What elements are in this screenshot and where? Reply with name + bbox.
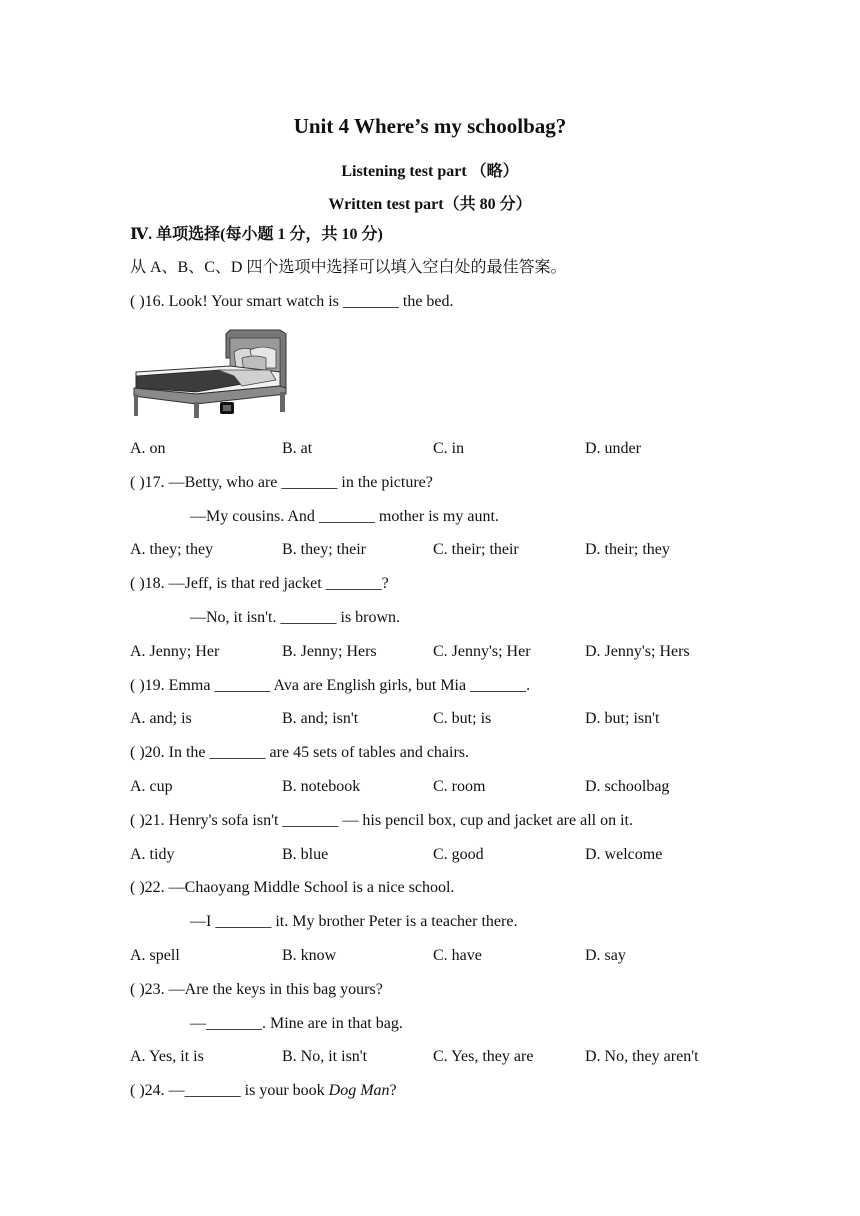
- q17-option-a: A. they; they: [130, 541, 214, 558]
- q19-option-a: A. and; is: [130, 710, 192, 727]
- q21-option-b: B. blue: [282, 846, 329, 863]
- q21-option-d: D. welcome: [585, 846, 663, 863]
- instruction-text: 从 A、B、C、D 四个选项中选择可以填入空白处的最佳答案。: [130, 259, 567, 276]
- q18-option-a: A. Jenny; Her: [130, 643, 220, 660]
- question-23-stem: ( )23. —Are the keys in this bag yours?: [130, 981, 383, 998]
- q18-option-d: D. Jenny's; Hers: [585, 643, 690, 660]
- q23-option-b: B. No, it isn't: [282, 1048, 368, 1065]
- q17-option-d: D. their; they: [585, 541, 670, 558]
- q20-option-c: C. room: [433, 778, 486, 795]
- q22-option-b: B. know: [282, 947, 337, 964]
- q22-option-d: D. say: [585, 947, 626, 964]
- book-title: Dog Man: [328, 1082, 390, 1099]
- question-21-stem: ( )21. Henry's sofa isn't _______ — his pencil box, cup and jacket are all on it.: [130, 812, 633, 829]
- q23-option-d: D. No, they aren't: [585, 1048, 699, 1065]
- section-heading: Ⅳ. 单项选择(每小题 1 分，共 10 分): [130, 226, 383, 243]
- question-18-reply: —No, it isn't. _______ is brown.: [190, 609, 400, 626]
- listening-subtitle: Listening test part （略）: [341, 163, 519, 180]
- question-19-stem: ( )19. Emma _______ Ava are English girls, but Mia _______.: [130, 677, 531, 694]
- question-18-stem: ( )18. —Jeff, is that red jacket _______?: [130, 575, 389, 592]
- q20-option-d: D. schoolbag: [585, 778, 670, 795]
- q17-option-c: C. their; their: [433, 541, 519, 558]
- q20-option-b: B. notebook: [282, 778, 361, 795]
- q16-option-b: B. at: [282, 440, 313, 457]
- written-subtitle: Written test part（共 80 分）: [328, 196, 532, 213]
- q21-option-c: C. good: [433, 846, 484, 863]
- question-24-stem-end: ?: [389, 1082, 397, 1099]
- question-24-stem: [130, 1081, 397, 1101]
- question-23-reply: —_______. Mine are in that bag.: [190, 1015, 403, 1032]
- q21-option-a: A. tidy: [130, 846, 175, 863]
- q22-option-c: C. have: [433, 947, 482, 964]
- question-24-stem-text: ( )24. —_______ is your book: [130, 1082, 329, 1099]
- q22-option-a: A. spell: [130, 947, 180, 964]
- q16-option-c: C. in: [433, 440, 465, 457]
- q18-option-b: B. Jenny; Hers: [282, 643, 377, 660]
- bed-with-watch-image: [130, 328, 292, 420]
- question-20-stem: ( )20. In the _______ are 45 sets of tables and chairs.: [130, 744, 470, 761]
- q19-option-b: B. and; isn't: [282, 710, 359, 727]
- question-22-stem: ( )22. —Chaoyang Middle School is a nice school.: [130, 879, 455, 896]
- question-17-reply: —My cousins. And _______ mother is my aunt.: [190, 508, 499, 525]
- q16-option-d: D. under: [585, 440, 641, 457]
- q20-option-a: A. cup: [130, 778, 173, 795]
- q17-option-b: B. they; their: [282, 541, 366, 558]
- q19-option-c: C. but; is: [433, 710, 492, 727]
- q23-option-a: A. Yes, it is: [130, 1048, 204, 1065]
- q18-option-c: C. Jenny's; Her: [433, 643, 531, 660]
- question-22-reply: —I _______ it. My brother Peter is a teacher there.: [190, 913, 518, 930]
- q19-option-d: D. but; isn't: [585, 710, 660, 727]
- question-17-stem: ( )17. —Betty, who are _______ in the picture?: [130, 474, 433, 491]
- q23-option-c: C. Yes, they are: [433, 1048, 534, 1065]
- q16-option-a: A. on: [130, 440, 166, 457]
- page-title: Unit 4 Where’s my schoolbag?: [293, 114, 567, 138]
- question-16-stem: ( )16. Look! Your smart watch is _______ the bed.: [130, 293, 454, 310]
